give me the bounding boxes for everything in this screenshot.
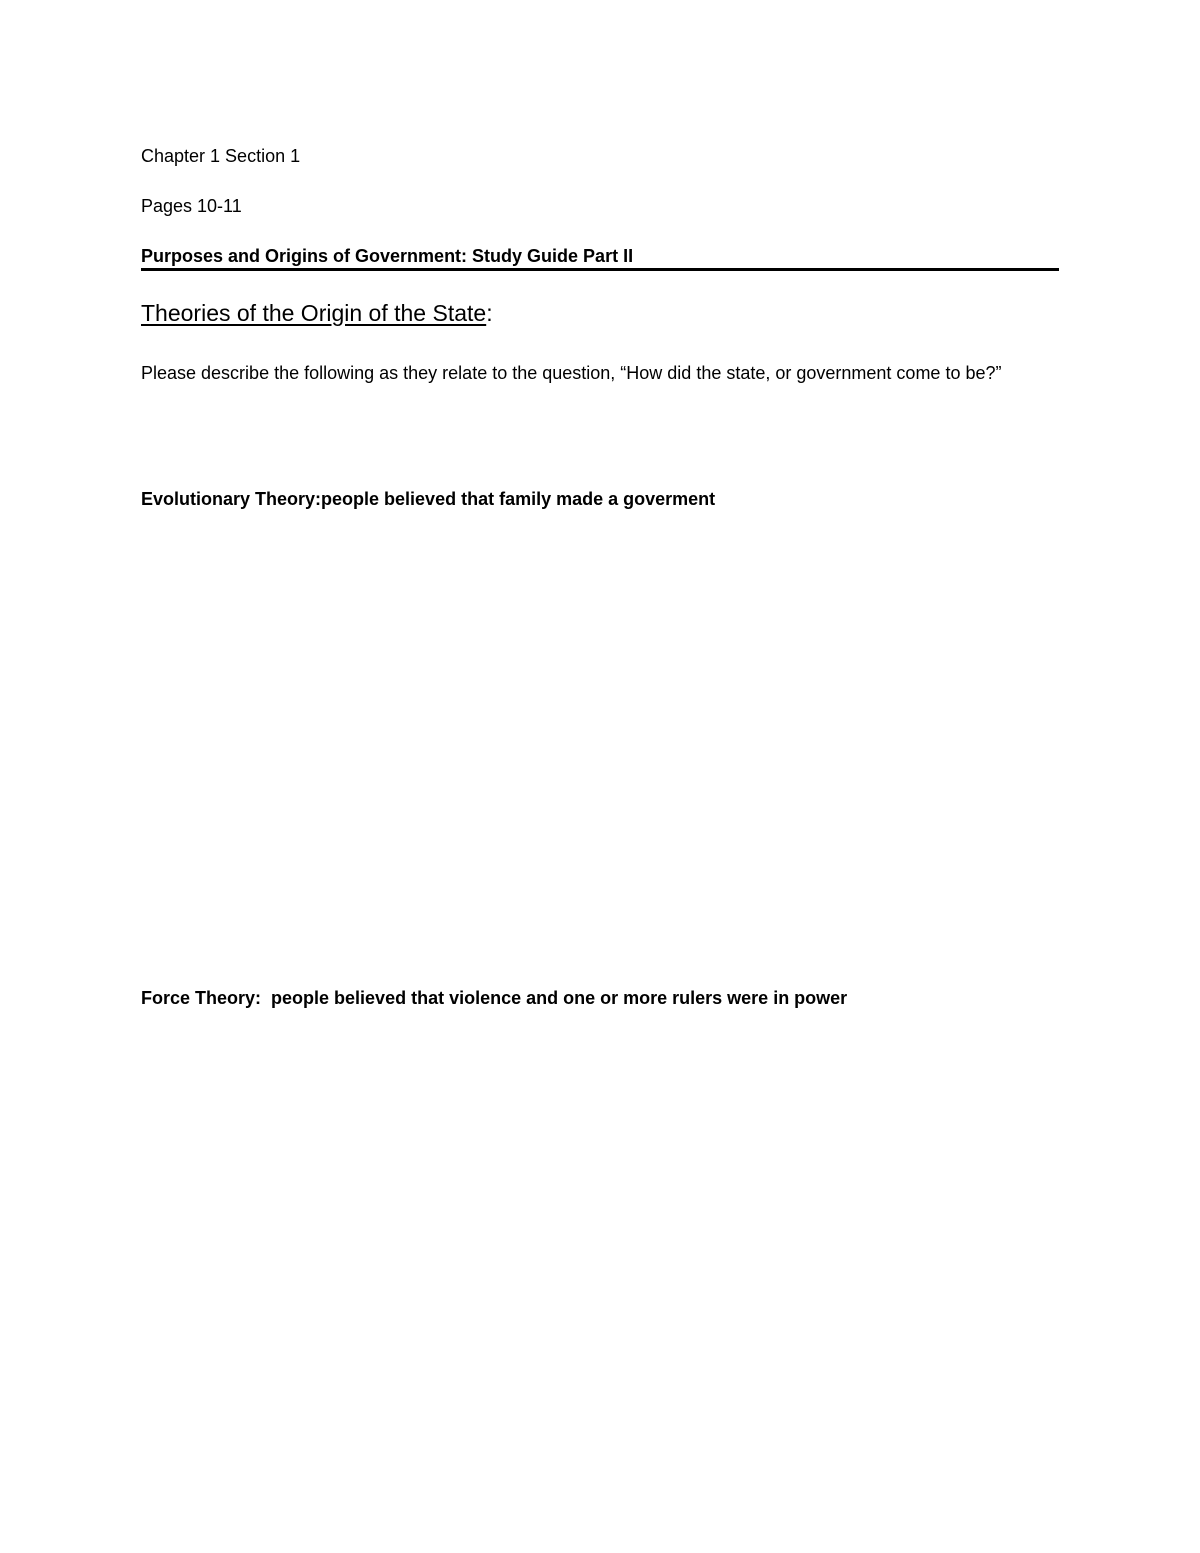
force-theory-answer [141,989,847,1007]
section-heading [141,302,493,325]
evolutionary-theory-label: Evolutionary Theory: [141,489,322,509]
page-range-label: Pages 10-11 [141,196,242,216]
force-theory-response: people believed that violence and one or more rulers were in power [261,988,848,1008]
force-theory-label: Force Theory: [141,988,262,1008]
instructions-prompt: Please describe the following as they relate to the question, “How did the state, or government come to be?” [141,363,1002,383]
title-divider [141,268,1059,271]
section-heading-text: Theories of the Origin of the State [141,300,487,326]
evolutionary-theory-answer [141,490,715,508]
study-guide-title: Purposes and Origins of Government: Study Guide Part II [141,246,634,266]
evolutionary-theory-response: people believed that family made a goverment [321,489,716,509]
section-heading-colon: : [486,300,493,326]
chapter-section-label: Chapter 1 Section 1 [141,146,301,166]
